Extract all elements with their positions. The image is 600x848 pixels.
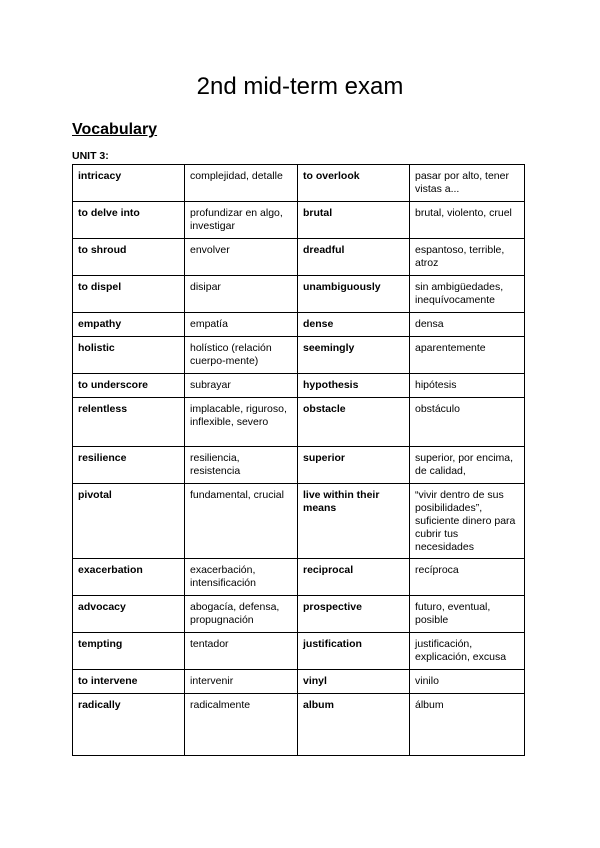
section-heading: Vocabulary [72,121,158,138]
vocab-term-cell: album [298,694,410,756]
vocab-definition-cell: abogacía, defensa, propugnación [185,596,298,633]
table-row [73,313,525,337]
unit-label: UNIT 3: [72,150,109,162]
vocab-definition-cell: “vivir dentro de sus posibilidades”, suficiente dinero para cubrir tus necesidades [410,484,525,559]
vocab-term-cell: relentless [73,398,185,447]
table-row [73,484,525,559]
table-row [73,337,525,374]
table-row [73,374,525,398]
vocab-definition-cell: subrayar [185,374,298,398]
table-row [73,202,525,239]
vocab-definition-cell: justificación, explicación, excusa [410,633,525,670]
vocab-definition-cell: aparentemente [410,337,525,374]
vocab-term-cell: prospective [298,596,410,633]
vocab-definition-cell: empatía [185,313,298,337]
vocab-definition-cell: álbum [410,694,525,756]
vocab-definition-cell: radicalmente [185,694,298,756]
vocab-term-cell: vinyl [298,670,410,694]
vocab-term-cell: pivotal [73,484,185,559]
table-row [73,670,525,694]
vocab-definition-cell: holístico (relación cuerpo-mente) [185,337,298,374]
vocab-definition-cell: recíproca [410,559,525,596]
vocab-term-cell: dreadful [298,239,410,276]
vocab-term-cell: intricacy [73,165,185,202]
vocab-term-cell: to shroud [73,239,185,276]
table-row [73,633,525,670]
table-row [73,398,525,447]
vocab-definition-cell: sin ambigüedades, inequívocamente [410,276,525,313]
vocab-definition-cell: superior, por encima, de calidad, [410,447,525,484]
vocab-definition-cell: pasar por alto, tener vistas a... [410,165,525,202]
vocab-term-cell: hypothesis [298,374,410,398]
vocab-term-cell: brutal [298,202,410,239]
vocab-definition-cell: disipar [185,276,298,313]
vocab-definition-cell: profundizar en algo, investigar [185,202,298,239]
vocab-definition-cell: complejidad, detalle [185,165,298,202]
vocab-definition-cell: tentador [185,633,298,670]
vocab-term-cell: radically [73,694,185,756]
vocab-term-cell: seemingly [298,337,410,374]
table-row [73,239,525,276]
vocab-term-cell: live within their means [298,484,410,559]
vocab-definition-cell: hipótesis [410,374,525,398]
vocab-definition-cell: fundamental, crucial [185,484,298,559]
vocabulary-table [72,164,525,756]
vocab-term-cell: to dispel [73,276,185,313]
vocab-definition-cell: futuro, eventual, posible [410,596,525,633]
vocab-definition-cell: densa [410,313,525,337]
vocab-term-cell: to delve into [73,202,185,239]
vocab-definition-cell: obstáculo [410,398,525,447]
table-row [73,559,525,596]
table-row [73,596,525,633]
vocab-term-cell: to underscore [73,374,185,398]
vocab-term-cell: superior [298,447,410,484]
vocab-definition-cell: espantoso, terrible, atroz [410,239,525,276]
vocab-definition-cell: vinilo [410,670,525,694]
vocab-term-cell: obstacle [298,398,410,447]
vocab-term-cell: empathy [73,313,185,337]
vocab-term-cell: justification [298,633,410,670]
vocab-definition-cell: envolver [185,239,298,276]
vocab-term-cell: holistic [73,337,185,374]
vocab-term-cell: to intervene [73,670,185,694]
table-row [73,276,525,313]
vocab-term-cell: advocacy [73,596,185,633]
vocab-term-cell: dense [298,313,410,337]
table-row [73,165,525,202]
vocab-definition-cell: intervenir [185,670,298,694]
vocab-definition-cell: exacerbación, intensificación [185,559,298,596]
vocab-term-cell: unambiguously [298,276,410,313]
vocab-term-cell: resilience [73,447,185,484]
vocab-definition-cell: implacable, riguroso, inflexible, severo [185,398,298,447]
vocab-term-cell: to overlook [298,165,410,202]
vocab-definition-cell: resiliencia, resistencia [185,447,298,484]
vocab-definition-cell: brutal, violento, cruel [410,202,525,239]
vocab-term-cell: tempting [73,633,185,670]
vocab-term-cell: reciprocal [298,559,410,596]
page-title: 2nd mid-term exam [196,73,404,100]
vocab-term-cell: exacerbation [73,559,185,596]
table-row [73,447,525,484]
table-row [73,694,525,756]
